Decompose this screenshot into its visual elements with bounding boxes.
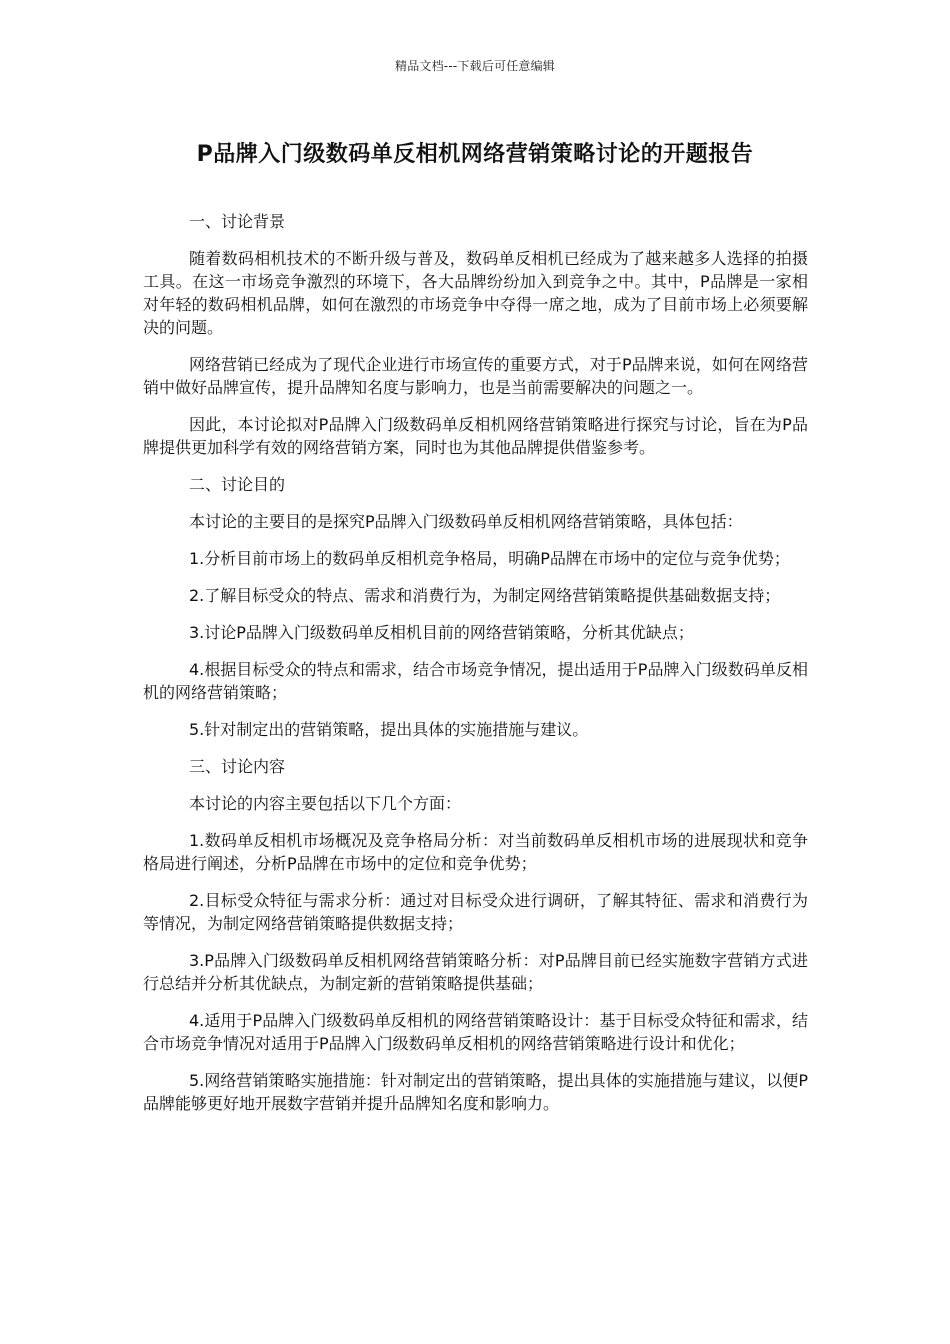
- list-item: 4.适用于P品牌入门级数码单反相机的网络营销策略设计：基于目标受众特征和需求，结合市场竞争情况对适用于P品牌入门级数码单反相机的网络营销策略进行设计和优化；: [143, 1011, 808, 1053]
- list-item: 2.目标受众特征与需求分析：通过对目标受众进行调研，了解其特征、需求和消费行为等情况，为制定网络营销策略提供数据支持；: [143, 891, 808, 933]
- paragraph: 因此，本讨论拟对P品牌入门级数码单反相机网络营销策略进行探究与讨论，旨在为P品牌提供更加科学有效的网络营销方案，同时也为其他品牌提供借鉴参考。: [143, 415, 808, 457]
- header-note: 精品文档---下载后可任意编辑: [395, 59, 555, 73]
- list-item: 1.数码单反相机市场概况及竞争格局分析：对当前数码单反相机市场的进展现状和竞争格局进行阐述，分析P品牌在市场中的定位和竞争优势；: [143, 831, 808, 873]
- list-item: 4.根据目标受众的特点和需求，结合市场竞争情况，提出适用于P品牌入门级数码单反相机的网络营销策略；: [143, 660, 808, 702]
- section-heading-background: 一、讨论背景: [189, 212, 286, 231]
- list-item: 1.分析目前市场上的数码单反相机竞争格局，明确P品牌在市场中的定位与竞争优势；: [189, 549, 790, 568]
- list-item: 3.P品牌入门级数码单反相机网络营销策略分析：对P品牌目前已经实施数字营销方式进行总结并分析其优缺点，为制定新的营销策略提供基础；: [143, 951, 808, 993]
- section-heading-content: 三、讨论内容: [189, 757, 286, 776]
- list-item: 2.了解目标受众的特点、需求和消费行为，为制定网络营销策略提供基础数据支持；: [189, 586, 781, 605]
- paragraph: 本讨论的内容主要包括以下几个方面：: [189, 794, 462, 813]
- section-heading-purpose: 二、讨论目的: [189, 475, 286, 494]
- document-title: P品牌入门级数码单反相机网络营销策略讨论的开题报告: [196, 142, 754, 167]
- paragraph: 本讨论的主要目的是探究P品牌入门级数码单反相机网络营销策略，具体包括：: [189, 512, 743, 531]
- list-item: 5.网络营销策略实施措施：针对制定出的营销策略，提出具体的实施措施与建议，以便P品牌能够更好地开展数字营销并提升品牌知名度和影响力。: [143, 1071, 808, 1113]
- list-item: 3.讨论P品牌入门级数码单反相机目前的网络营销策略，分析其优缺点；: [189, 623, 694, 642]
- document-body: [143, 210, 808, 1129]
- paragraph: 网络营销已经成为了现代企业进行市场宣传的重要方式，对于P品牌来说，如何在网络营销中做好品牌宣传，提升品牌知名度与影响力，也是当前需要解决的问题之一。: [143, 355, 808, 397]
- paragraph: 随着数码相机技术的不断升级与普及，数码单反相机已经成为了越来越多人选择的拍摄工具。在这一市场竞争激烈的环境下，各大品牌纷纷加入到竞争之中。其中，P品牌是一家相对年轻的数码相机品牌，如何在激烈的市场竞争中夺得一席之地，成为了目前市场上必须要解决的问题。: [143, 249, 808, 337]
- list-item: 5.针对制定出的营销策略，提出具体的实施措施与建议。: [189, 720, 589, 739]
